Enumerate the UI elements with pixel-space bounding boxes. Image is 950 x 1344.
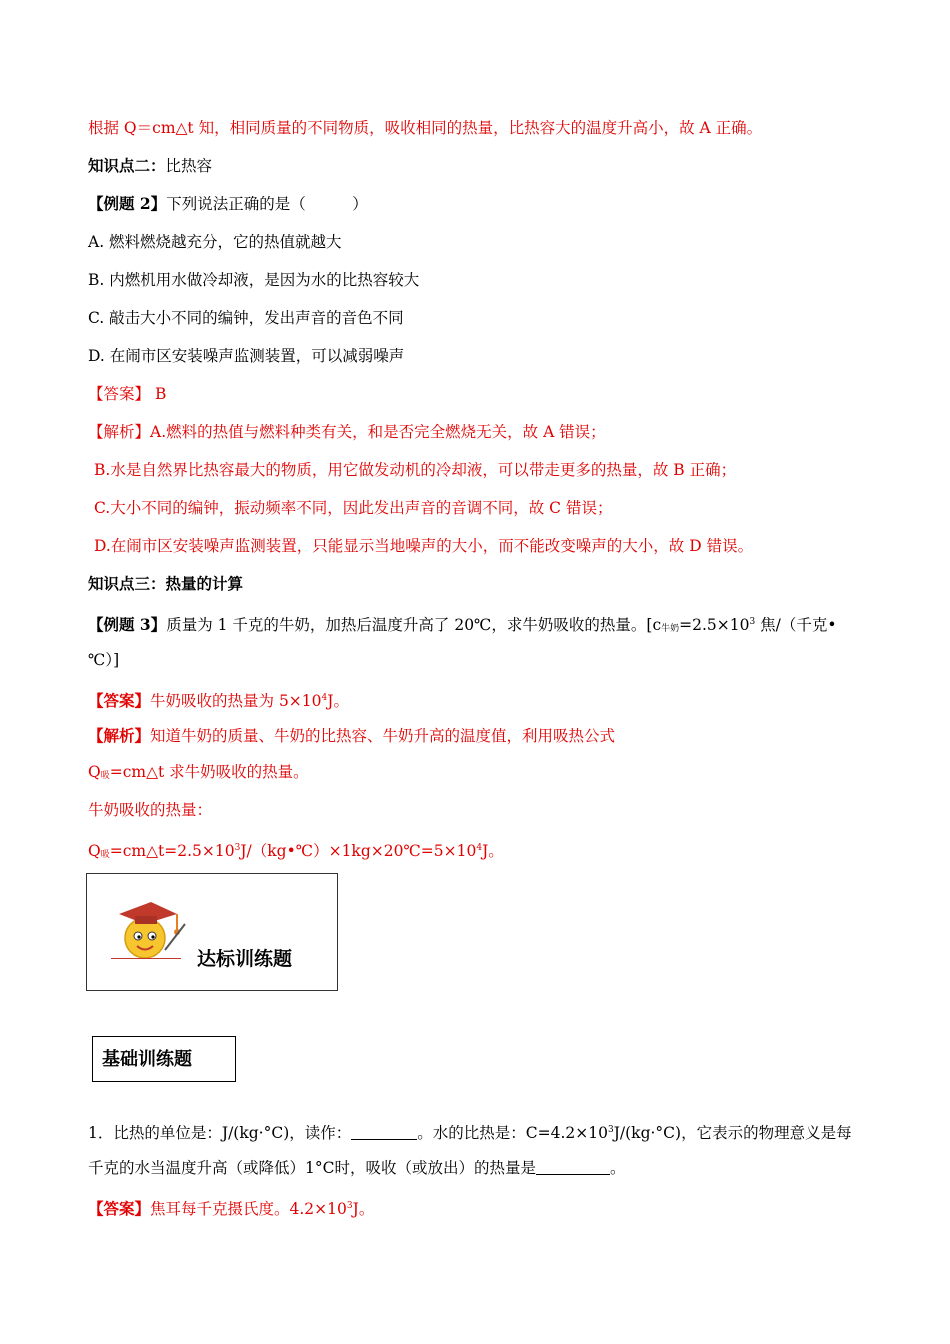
example-3-sup: 3 (749, 617, 756, 627)
calc-text-a: =cm△t=2.5×10 (109, 842, 235, 860)
example-3-analysis (88, 726, 615, 746)
option-a: A. 燃料燃烧越充分，它的热值就越大 (88, 233, 342, 251)
example-2-analysis-d: D.在闹市区安装噪声监测装置，只能显示当地噪声的大小，而不能改变噪声的大小，故 D 错误。 (94, 537, 754, 555)
analysis-tag: 【解析】 (88, 726, 151, 745)
top-note: 根据 Q＝cm△t 知，相同质量的不同物质，吸收相同的热量，比热容大的温度升高小，故 A 正确。 (88, 119, 763, 137)
example-2-analysis-c: C.大小不同的编钟，振动频率不同，因此发出声音的音调不同，故 C 错误； (94, 499, 613, 517)
q1-text-a: 1．比热的单位是：J/(kg·°C)，读作： (88, 1124, 352, 1142)
example-3-text-a: 质量为 1 千克的牛奶，加热后温度升高了 20℃，求牛奶吸收的热量。[c (166, 616, 662, 634)
analysis-a-text: A.燃料的热值与燃料种类有关，和是否完全燃烧无关，故 A 错误； (150, 423, 606, 441)
answer-tag: 【答案】 (88, 691, 151, 710)
example-3-sub: 牛奶 (661, 624, 680, 634)
q1-text-c: J/(kg·°C)，它表示的物理意义是每 (613, 1124, 852, 1142)
example-3-question (88, 612, 837, 639)
example-2-question (88, 194, 368, 214)
answer-value: B (150, 385, 167, 403)
answer-tag: 【答案】 (88, 385, 151, 403)
banner-title: 达标训练题 (197, 948, 293, 970)
example-3-text-c: 焦/（千克• (755, 616, 837, 634)
training-banner (86, 873, 338, 991)
formula-sub: 吸 (100, 771, 110, 781)
q1-answer-a: 焦耳每千克摄氏度。4.2×10 (150, 1200, 347, 1218)
formula-line (88, 762, 309, 786)
option-b: B. 内燃机用水做冷却液，是因为水的比热容较大 (88, 271, 420, 289)
answer-sup: 4 (321, 693, 328, 703)
example-2-text: 下列说法正确的是（ ） (166, 195, 368, 213)
q1-text-b: 。水的比热是：C=4.2×10 (417, 1124, 608, 1142)
option-d: D. 在闹市区安装噪声监测装置，可以减弱噪声 (88, 347, 405, 365)
knowledge-point-2 (88, 156, 212, 176)
heat-label: 牛奶吸收的热量： (88, 801, 213, 819)
section-box (92, 1036, 236, 1082)
calc-text-b: J/（kg•℃）×1kg×20℃=5×10 (240, 842, 477, 860)
blank-1[interactable] (351, 1125, 417, 1140)
example-2-analysis-b: B.水是自然界比热容最大的物质，用它做发动机的冷却液，可以带走更多的热量，故 B 正确； (94, 461, 737, 479)
calculation-line (88, 838, 504, 865)
blank-2[interactable] (536, 1160, 610, 1175)
formula-q: Q (88, 763, 101, 781)
example-3-text-b: =2.5×10 (679, 616, 750, 634)
banner-rule (111, 958, 181, 959)
calc-text-c: J。 (482, 842, 504, 860)
example-3-question-line2: ℃）] (88, 651, 120, 669)
example-2-analysis-a (88, 422, 606, 442)
option-c: C. 敲击大小不同的编钟，发出声音的音色不同 (88, 309, 404, 327)
analysis-text: 知道牛奶的质量、牛奶的比热容、牛奶升高的温度值，利用吸热公式 (150, 727, 616, 745)
q1-answer-sup: 3 (346, 1201, 353, 1211)
example-3-tag: 【例题 3】 (88, 615, 167, 634)
calc-sup-1: 3 (234, 843, 241, 853)
knowledge-point-3: 知识点三：热量的计算 (88, 574, 244, 593)
calc-sup-2: 4 (476, 843, 483, 853)
answer-text-b: J。 (327, 692, 349, 710)
q1-sup: 3 (607, 1125, 614, 1135)
answer-tag: 【答案】 (88, 1199, 151, 1218)
question-1-answer (88, 1196, 374, 1219)
question-1-line2 (88, 1158, 626, 1178)
q1-answer-b: J。 (352, 1200, 375, 1218)
example-2-tag: 【例题 2】 (88, 194, 167, 213)
q1-line2-b: 。 (609, 1159, 626, 1177)
example-2-answer (88, 384, 166, 404)
example-3-answer (88, 688, 349, 711)
calc-sub: 吸 (100, 850, 110, 860)
section-title: 基础训练题 (102, 1049, 192, 1070)
kp2-label: 知识点二： (88, 156, 166, 175)
formula-rest: =cm△t 求牛奶吸收的热量。 (109, 763, 309, 781)
analysis-tag: 【解析】 (88, 423, 151, 441)
calc-q: Q (88, 842, 101, 860)
kp2-topic: 比热容 (165, 157, 213, 175)
q1-line2-a: 千克的水当温度升高（或降低）1°C时，吸收（或放出）的热量是 (88, 1159, 536, 1177)
answer-text-a: 牛奶吸收的热量为 5×10 (150, 692, 322, 710)
question-1-line1 (88, 1120, 852, 1143)
